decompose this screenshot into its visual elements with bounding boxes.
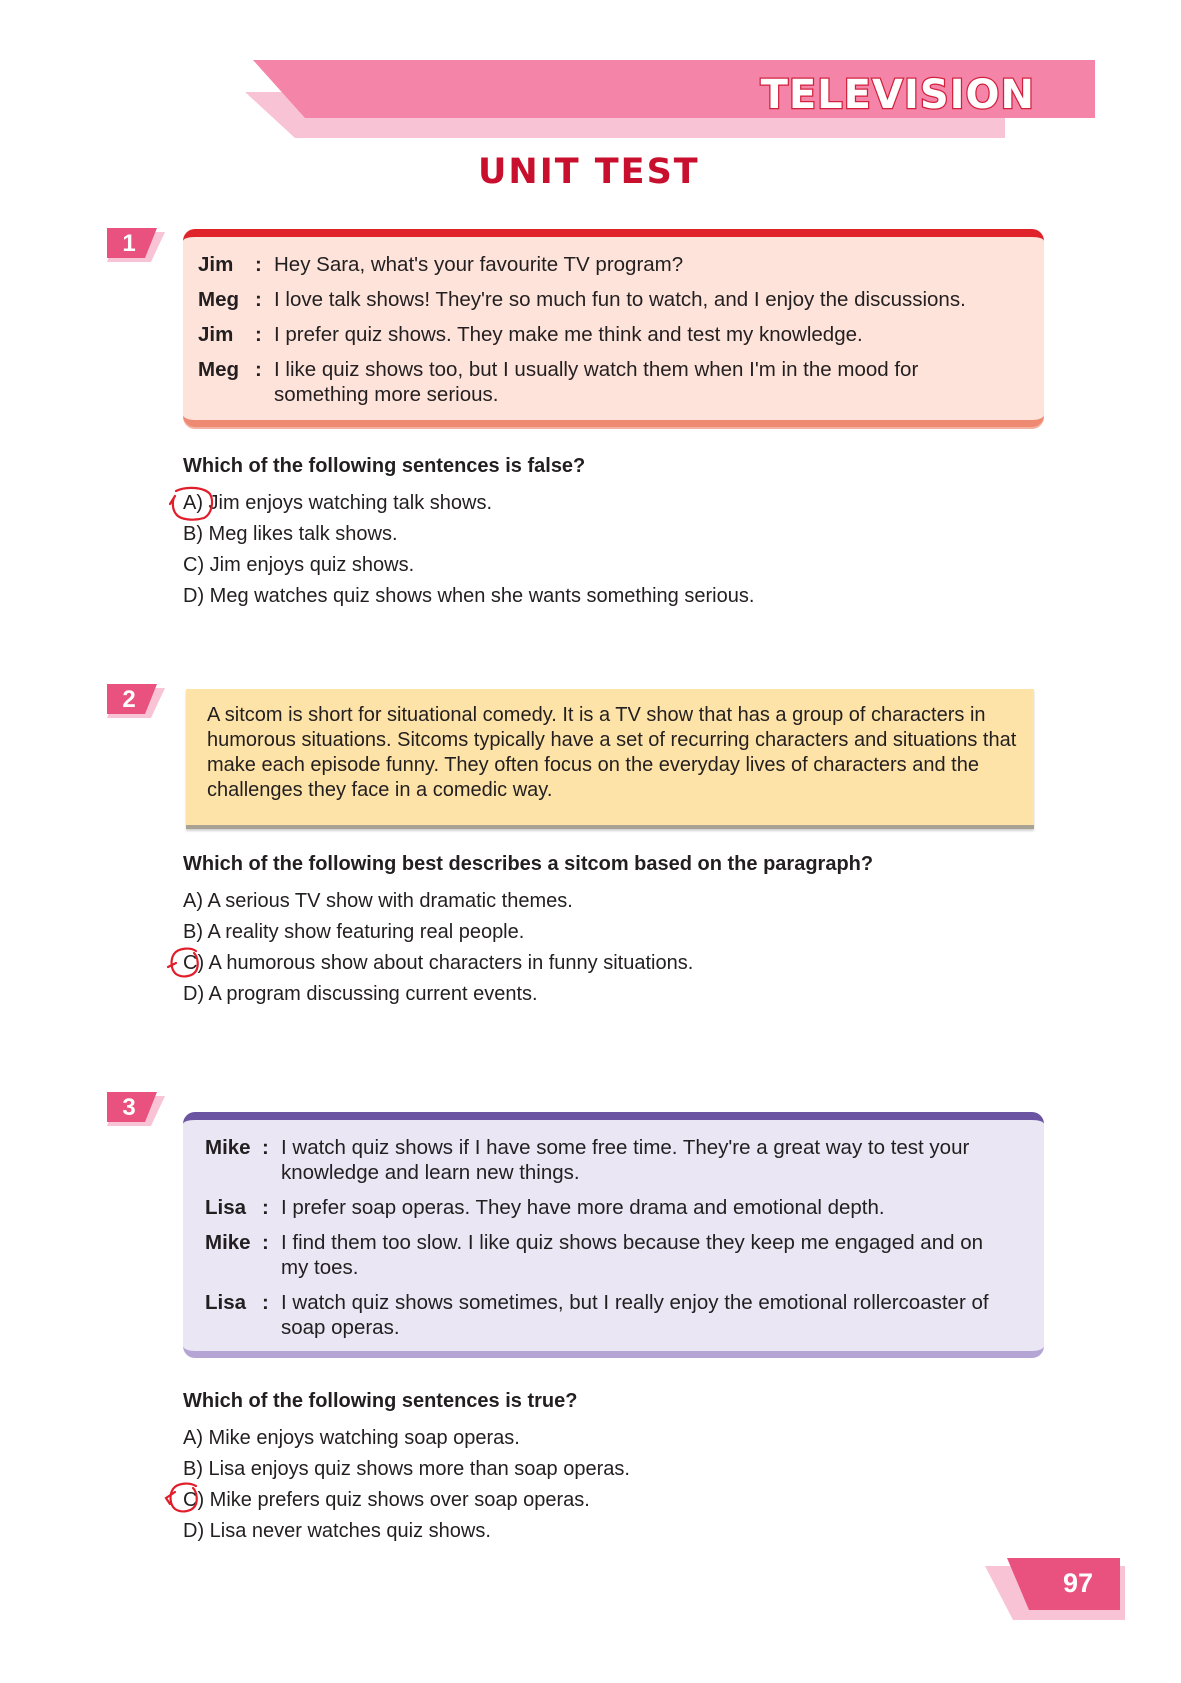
speaker-name: Jim	[198, 323, 234, 346]
question-prompt-3: Which of the following sentences is true?	[183, 1390, 578, 1412]
speaker-name: Jim	[198, 253, 234, 276]
option-d: D) A program discussing current events.	[183, 983, 538, 1005]
dialogue-text: something more serious.	[274, 383, 499, 406]
colon: :	[255, 253, 262, 276]
colon: :	[255, 288, 262, 311]
header-banner	[245, 60, 1095, 140]
dialogue-text: I love talk shows! They're so much fun to watch, and I enjoy the discussions.	[274, 288, 966, 311]
colon: :	[262, 1231, 269, 1254]
question-prompt-2: Which of the following best describes a sitcom based on the paragraph?	[183, 853, 874, 875]
colon: :	[262, 1136, 269, 1159]
question-number-1: 1	[107, 228, 165, 262]
option-b: B) A reality show featuring real people.	[183, 921, 525, 943]
dialogue-text: I prefer soap operas. They have more drama and emotional depth.	[281, 1196, 885, 1219]
dialogue-text: my toes.	[281, 1256, 359, 1279]
option-b: B) Lisa enjoys quiz shows more than soap operas.	[183, 1458, 630, 1480]
speaker-name: Mike	[205, 1231, 251, 1254]
colon: :	[262, 1196, 269, 1219]
option-b: B) Meg likes talk shows.	[183, 523, 398, 545]
dialogue-text: I prefer quiz shows. They make me think and test my knowledge.	[274, 323, 863, 346]
speaker-name: Mike	[205, 1136, 251, 1159]
answer-circle-mark	[164, 945, 206, 981]
option-d: D) Lisa never watches quiz shows.	[183, 1520, 491, 1542]
question-number-3: 3	[107, 1092, 165, 1126]
speaker-name: Meg	[198, 358, 239, 381]
option-c: C) Jim enjoys quiz shows.	[183, 554, 415, 576]
colon: :	[262, 1291, 269, 1314]
speaker-name: Lisa	[205, 1291, 247, 1314]
option-a: A) Mike enjoys watching soap operas.	[183, 1427, 520, 1449]
page-number-badge	[985, 1558, 1135, 1620]
question-number-2: 2	[107, 684, 165, 718]
option-c: C) Mike prefers quiz shows over soap operas.	[183, 1489, 590, 1511]
header-title: TELEVISION	[760, 72, 1035, 118]
dialogue-text: I watch quiz shows if I have some free time. They're a great way to test your	[281, 1136, 970, 1159]
question-prompt-1: Which of the following sentences is false?	[183, 455, 586, 477]
dialogue-text: soap operas.	[281, 1316, 400, 1339]
page-number: 97	[1062, 1568, 1094, 1598]
dialogue-text: I watch quiz shows sometimes, but I really enjoy the emotional rollercoaster of	[281, 1291, 989, 1314]
answer-circle-mark	[166, 484, 216, 524]
colon: :	[255, 358, 262, 381]
option-d: D) Meg watches quiz shows when she wants something serious.	[183, 585, 755, 607]
answer-circle-mark	[162, 1480, 206, 1516]
speaker-name: Meg	[198, 288, 239, 311]
option-a: A) A serious TV show with dramatic themes.	[183, 890, 573, 912]
dialogue-text: knowledge and learn new things.	[281, 1161, 580, 1184]
speaker-name: Lisa	[205, 1196, 247, 1219]
dialogue-text: I find them too slow. I like quiz shows because they keep me engaged and on	[281, 1231, 983, 1254]
dialogue-text: I like quiz shows too, but I usually watch them when I'm in the mood for	[274, 358, 919, 381]
paragraph-text: A sitcom is short for situational comedy. It is a TV show that has a group of characters in humorous situations. Sitcoms typically have a set of recurring characters and situations that make each episode funny. They often focus on the everyday lives of characters and the challenges they face in a comedic way.	[207, 704, 1017, 801]
option-c: C) A humorous show about characters in funny situations.	[183, 952, 694, 974]
dialogue-text: Hey Sara, what's your favourite TV program?	[274, 253, 684, 276]
colon: :	[255, 323, 262, 346]
option-a: A) Jim enjoys watching talk shows.	[183, 492, 493, 514]
page-title: UNIT TEST	[478, 152, 700, 192]
